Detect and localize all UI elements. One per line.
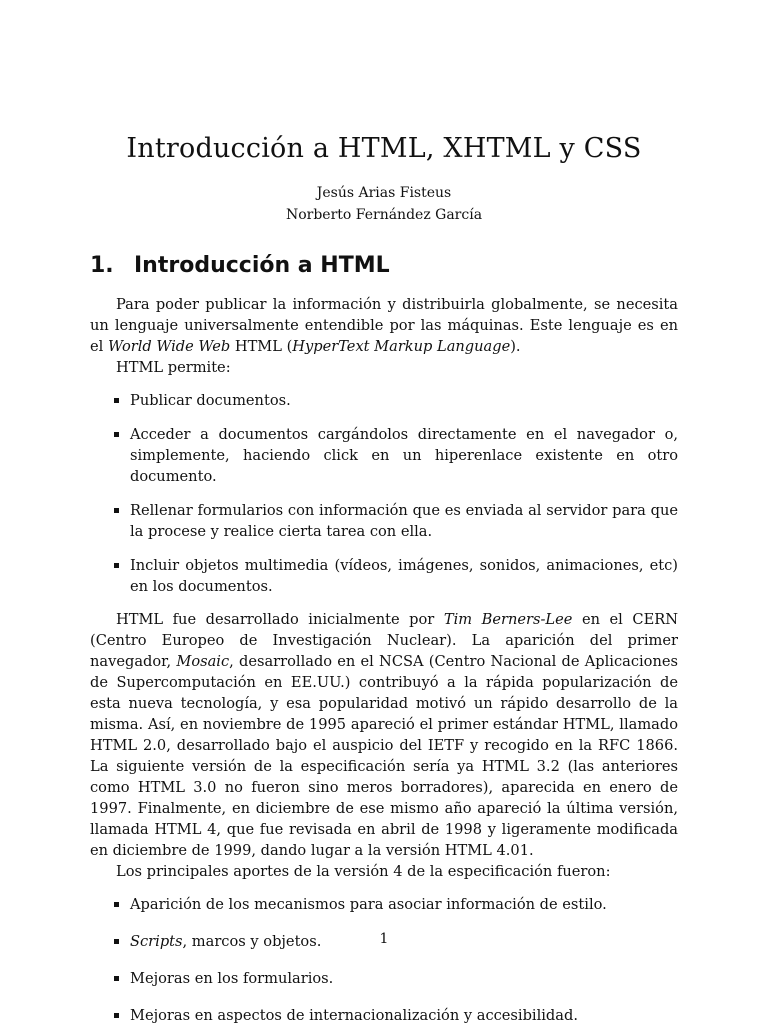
section-body [90, 294, 678, 1026]
intro-paragraph: Para poder publicar la información y distribuirla globalmente, se necesita un lenguaje universalmente entendible por las máquinas. Este lenguaje es en el World Wide Web HTML (HyperText Markup Language). [90, 296, 678, 355]
term-world-wide-web: World Wide Web [107, 338, 231, 355]
contrib-list [90, 894, 678, 1026]
list-item: Acceder a documentos cargándolos directamente en el navegador o, simplemente, haciendo click en un hiperenlace existente en otro documento. [90, 424, 678, 487]
history-paragraph: HTML fue desarrollado inicialmente por Tim Berners-Lee en el CERN (Centro Europeo de Investigación Nuclear). La aparición del primer navegador, Mosaic, desarrollado en el NCSA (Centro Nacional de Aplicaciones de Supercomputación en EE.UU.) contribuyó a la rápida popularización de esta nueva tecnología, y esa popularidad motivó un rápido desarrollo de la misma. Así, en noviembre de 1995 apareció el primer estándar HTML, llamado HTML 2.0, desarrollado bajo el auspicio del IETF y recogido en la RFC 1866. La siguiente versión de la especificación sería ya HTML 3.2 (las anteriores como HTML 3.0 no fueron sino meros borradores), aparecida en enero de 1997. Finalmente, en diciembre de ese mismo año apareció la última versión, llamada HTML 4, que fue revisada en abril de 1998 y ligeramente modificada en diciembre de 1999, dando lugar a la versión HTML 4.01. [90, 611, 678, 859]
bullet-icon [114, 902, 119, 907]
term-author: Tim Berners-Lee [443, 611, 573, 628]
term-hypertext: HyperText Markup Language [292, 338, 511, 355]
list-item: Mejoras en aspectos de internacionalización y accesibilidad. [90, 1005, 678, 1026]
author-name: Jesús Arias Fisteus [316, 185, 452, 201]
permits-lead: HTML permite: [116, 359, 231, 376]
contrib-lead: Los principales aportes de la versión 4 de la especificación fueron: [116, 863, 611, 880]
author-name: Norberto Fernández García [285, 207, 483, 223]
document-title: Introducción a HTML, XHTML y CSS [126, 133, 642, 164]
term-browser: Mosaic [176, 653, 230, 670]
list-item: Scripts, marcos y objetos. [90, 931, 678, 952]
list-item: Mejoras en los formularios. [90, 968, 678, 989]
list-item: Aparición de los mecanismos para asociar información de estilo. [90, 894, 678, 915]
term-scripts: Scripts [130, 933, 183, 950]
bullet-icon [114, 432, 119, 437]
bullet-icon [114, 976, 119, 981]
list-item: Publicar documentos. [90, 390, 678, 411]
section-number: 1. [90, 253, 114, 278]
bullet-icon [114, 1013, 119, 1018]
permits-list [90, 390, 678, 597]
section-title: Introducción a HTML [134, 253, 390, 278]
list-item: Incluir objetos multimedia (vídeos, imágenes, sonidos, animaciones, etc) en los documentos. [90, 555, 678, 597]
list-item: Rellenar formularios con información que es enviada al servidor para que la procese y realice cierta tarea con ella. [90, 500, 678, 542]
bullet-icon [114, 508, 119, 513]
bullet-icon [114, 398, 119, 403]
author-list [0, 182, 768, 226]
page-number: 1 [379, 931, 389, 947]
bullet-icon [114, 563, 119, 568]
section-heading [90, 252, 690, 280]
